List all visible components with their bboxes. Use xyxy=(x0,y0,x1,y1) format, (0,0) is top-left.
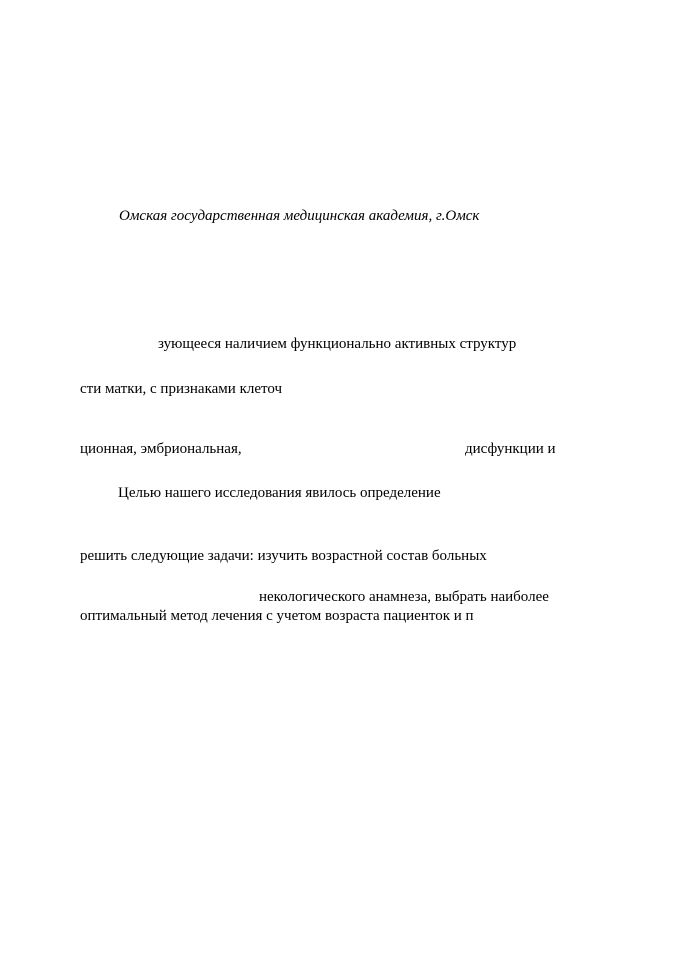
affiliation-line: Омская государственная медицинская академия, г.Омск xyxy=(119,208,480,224)
text-line-4: Целью нашего исследования явилось определение xyxy=(118,485,441,501)
text-line-3a: ционная, эмбриональная, xyxy=(80,441,242,457)
text-line-6: некологического анамнеза, выбрать наиболее xyxy=(259,589,549,605)
text-line-7: оптимальный метод лечения с учетом возраста пациенток и п xyxy=(80,608,474,624)
text-line-1: зующееся наличием функционально активных структур xyxy=(158,336,517,352)
text-line-5: решить следующие задачи: изучить возрастной состав больных xyxy=(80,548,487,564)
text-line-3b: дисфункции и xyxy=(465,441,556,457)
text-line-2: сти матки, с признаками клеточ xyxy=(80,381,283,397)
